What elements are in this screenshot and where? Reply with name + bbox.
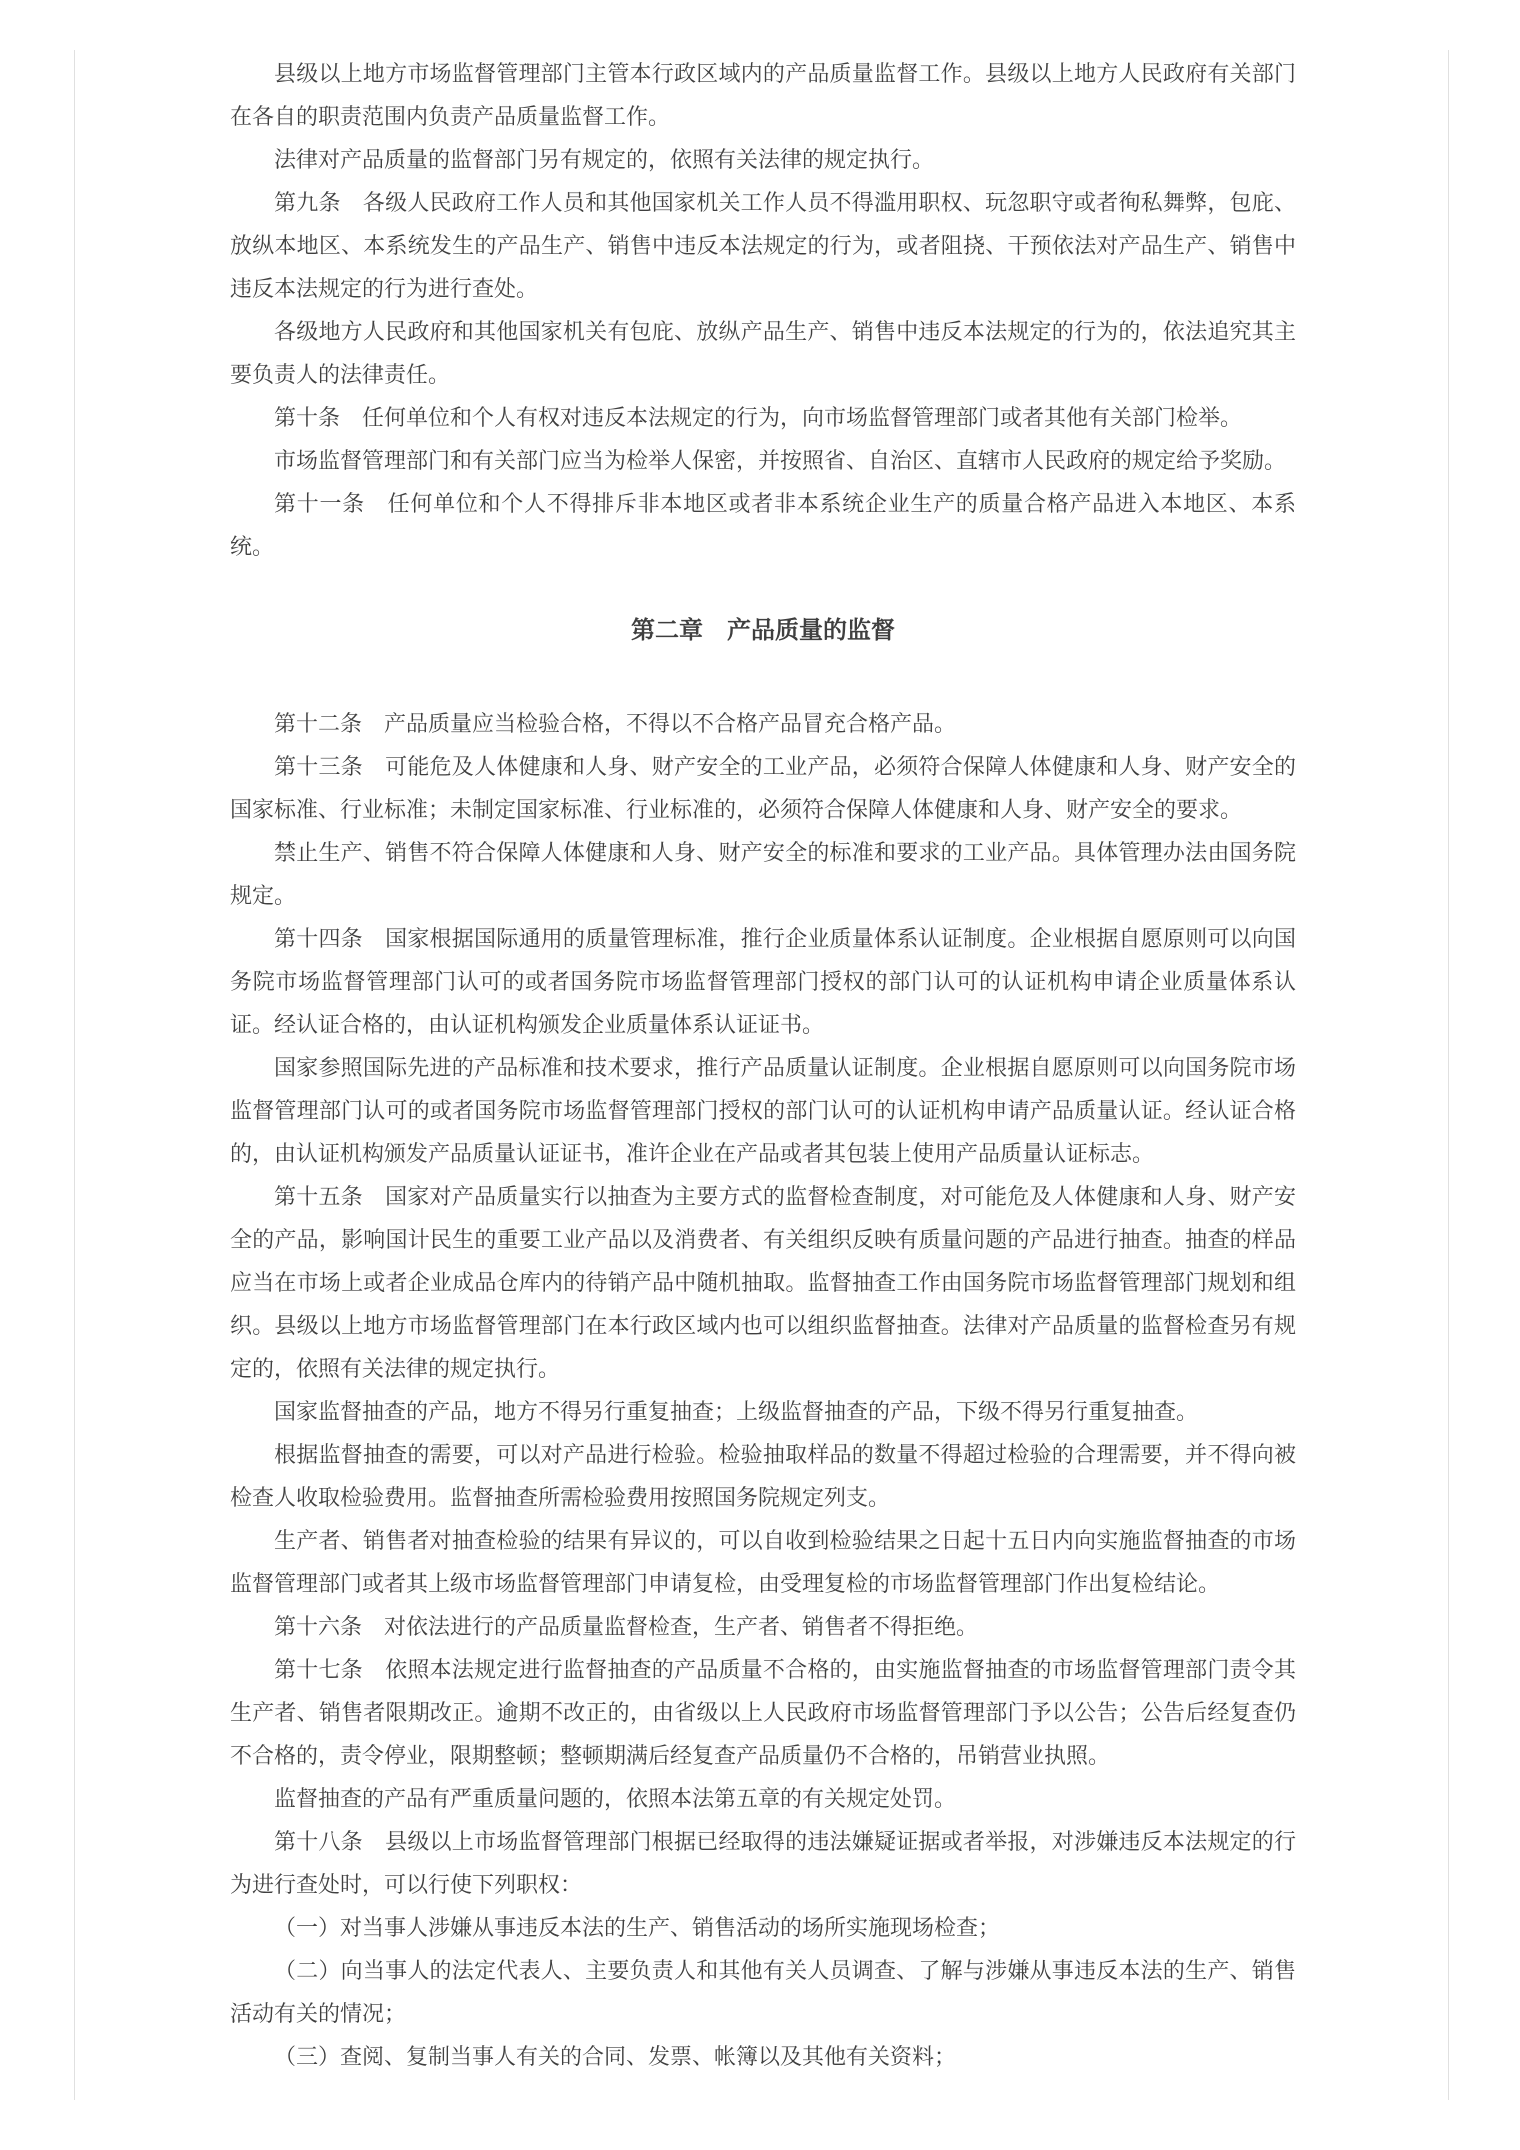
paragraph: 第十三条 可能危及人体健康和人身、财产安全的工业产品，必须符合保障人体健康和人身、财产安全的国家标准、行业标准；未制定国家标准、行业标准的，必须符合保障人体健康和人身、财产安全的要求。 [230, 754, 1296, 822]
document-body [230, 52, 1296, 2078]
paragraph: 市场监督管理部门和有关部门应当为检举人保密，并按照省、自治区、直辖市人民政府的规定给予奖励。 [274, 448, 1287, 473]
document-page-card [74, 50, 1449, 2100]
paragraph: （一）对当事人涉嫌从事违反本法的生产、销售活动的场所实施现场检查； [274, 1915, 1001, 1940]
paragraph: 第十八条 县级以上市场监督管理部门根据已经取得的违法嫌疑证据或者举报，对涉嫌违反本法规定的行为进行查处时，可以行使下列职权： [230, 1829, 1296, 1897]
paragraph: 第十七条 依照本法规定进行监督抽查的产品质量不合格的，由实施监督抽查的市场监督管理部门责令其生产者、销售者限期改正。逾期不改正的，由省级以上人民政府市场监督管理部门予以公告；公告后经复查仍不合格的，责令停业，限期整顿；整顿期满后经复查产品质量仍不合格的，吊销营业执照。 [230, 1657, 1296, 1768]
paragraph: 第十一条 任何单位和个人不得排斥非本地区或者非本系统企业生产的质量合格产品进入本地区、本系统。 [230, 491, 1296, 559]
paragraph: 各级地方人民政府和其他国家机关有包庇、放纵产品生产、销售中违反本法规定的行为的，依法追究其主要负责人的法律责任。 [230, 319, 1296, 387]
paragraph: 生产者、销售者对抽查检验的结果有异议的，可以自收到检验结果之日起十五日内向实施监督抽查的市场监督管理部门或者其上级市场监督管理部门申请复检，由受理复检的市场监督管理部门作出复检结论。 [230, 1528, 1296, 1596]
paragraph: 监督抽查的产品有严重质量问题的，依照本法第五章的有关规定处罚。 [274, 1786, 957, 1811]
paragraph: （二）向当事人的法定代表人、主要负责人和其他有关人员调查、了解与涉嫌从事违反本法的生产、销售活动有关的情况； [230, 1958, 1296, 2026]
chapter-heading: 第二章 产品质量的监督 [631, 618, 895, 644]
paragraph: 第十五条 国家对产品质量实行以抽查为主要方式的监督检查制度，对可能危及人体健康和人身、财产安全的产品，影响国计民生的重要工业产品以及消费者、有关组织反映有质量问题的产品进行抽查。抽查的样品应当在市场上或者企业成品仓库内的待销产品中随机抽取。监督抽查工作由国务院市场监督管理部门规划和组织。县级以上地方市场监督管理部门在本行政区域内也可以组织监督抽查。法律对产品质量的监督检查另有规定的，依照有关法律的规定执行。 [230, 1184, 1296, 1381]
paragraph: 根据监督抽查的需要，可以对产品进行检验。检验抽取样品的数量不得超过检验的合理需要，并不得向被检查人收取检验费用。监督抽查所需检验费用按照国务院规定列支。 [230, 1442, 1296, 1510]
paragraph: 县级以上地方市场监督管理部门主管本行政区域内的产品质量监督工作。县级以上地方人民政府有关部门在各自的职责范围内负责产品质量监督工作。 [230, 61, 1296, 129]
paragraph: 国家参照国际先进的产品标准和技术要求，推行产品质量认证制度。企业根据自愿原则可以向国务院市场监督管理部门认可的或者国务院市场监督管理部门授权的部门认可的认证机构申请产品质量认证。经认证合格的，由认证机构颁发产品质量认证证书，准许企业在产品或者其包装上使用产品质量认证标志。 [230, 1055, 1296, 1166]
paragraph: 法律对产品质量的监督部门另有规定的，依照有关法律的规定执行。 [274, 147, 935, 172]
paragraph: （三）查阅、复制当事人有关的合同、发票、帐簿以及其他有关资料； [274, 2044, 957, 2069]
paragraph: 第十条 任何单位和个人有权对违反本法规定的行为，向市场监督管理部门或者其他有关部门检举。 [274, 405, 1243, 430]
paragraph: 第十四条 国家根据国际通用的质量管理标准，推行企业质量体系认证制度。企业根据自愿原则可以向国务院市场监督管理部门认可的或者国务院市场监督管理部门授权的部门认可的认证机构申请企业质量体系认证。经认证合格的，由认证机构颁发企业质量体系认证证书。 [230, 926, 1296, 1037]
paragraph: 第九条 各级人民政府工作人员和其他国家机关工作人员不得滥用职权、玩忽职守或者徇私舞弊，包庇、放纵本地区、本系统发生的产品生产、销售中违反本法规定的行为，或者阻挠、干预依法对产品生产、销售中违反本法规定的行为进行查处。 [230, 190, 1296, 301]
paragraph: 禁止生产、销售不符合保障人体健康和人身、财产安全的标准和要求的工业产品。具体管理办法由国务院规定。 [230, 840, 1296, 908]
paragraph: 第十六条 对依法进行的产品质量监督检查，生产者、销售者不得拒绝。 [274, 1614, 979, 1639]
paragraph: 国家监督抽查的产品，地方不得另行重复抽查；上级监督抽查的产品，下级不得另行重复抽查。 [274, 1399, 1199, 1424]
paragraph: 第十二条 产品质量应当检验合格，不得以不合格产品冒充合格产品。 [274, 711, 957, 736]
